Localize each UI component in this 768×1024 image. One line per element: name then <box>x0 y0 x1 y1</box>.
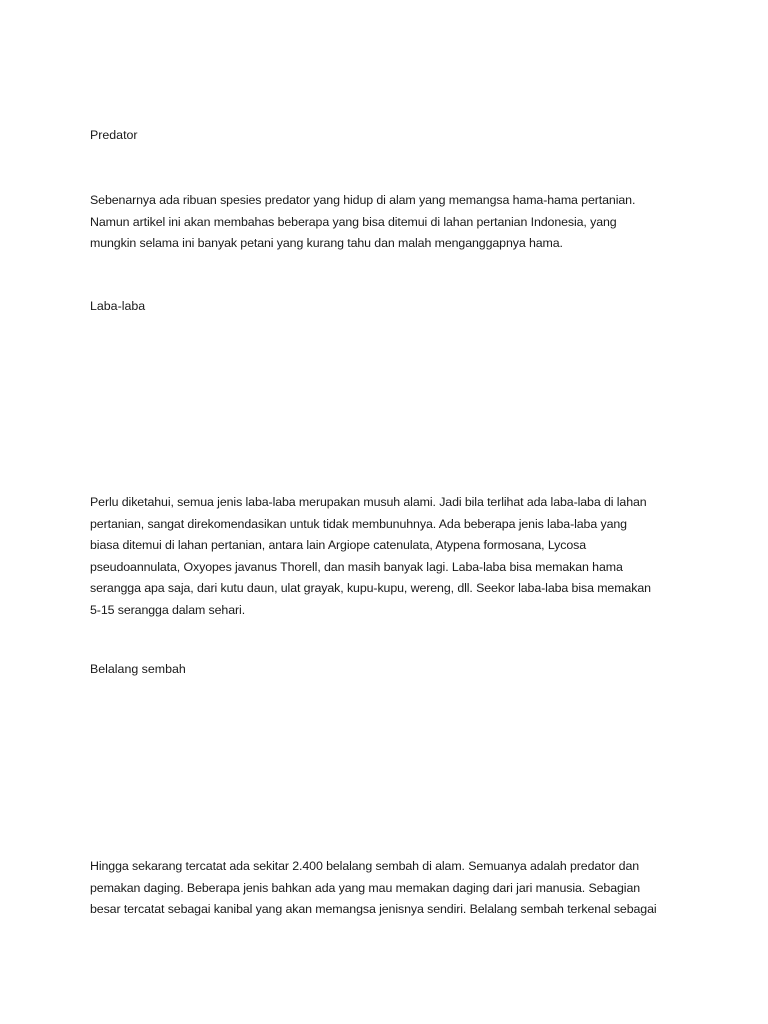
paragraph-line: pseudoannulata, Oxyopes javanus Thorell, dan masih banyak lagi. Laba-laba bisa memakan hama <box>90 559 623 574</box>
paragraph-line: Sebenarnya ada ribuan spesies predator yang hidup di alam yang memangsa hama-hama pertanian. <box>90 193 636 207</box>
paragraph-spider <box>90 492 680 621</box>
paragraph-line: pertanian, sangat direkomendasikan untuk tidak membunuhnya. Ada beberapa jenis laba-laba yang <box>90 516 627 531</box>
heading-spider: Laba-laba <box>90 299 146 313</box>
paragraph-line: besar tercatat sebagai kanibal yang akan memangsa jenisnya sendiri. Belalang sembah terkenal sebagai <box>90 902 657 916</box>
paragraph-line: serangga apa saja, dari kutu daun, ulat grayak, kupu-kupu, wereng, dll. Seekor laba-laba bisa memakan <box>90 581 651 595</box>
paragraph-line: pemakan daging. Beberapa jenis bahkan ada yang mau memakan daging dari jari manusia. Sebagian <box>90 880 641 895</box>
paragraph-intro <box>90 190 680 255</box>
paragraph-line: mungkin selama ini banyak petani yang kurang tahu dan malah menganggapnya hama. <box>90 236 563 250</box>
paragraph-line: Perlu diketahui, semua jenis laba-laba merupakan musuh alami. Jadi bila terlihat ada laba-laba di lahan <box>90 495 647 509</box>
paragraph-mantis <box>90 856 680 921</box>
paragraph-line: 5-15 serangga dalam sehari. <box>90 602 246 617</box>
heading-predator: Predator <box>90 128 138 142</box>
image-placeholder-spider <box>90 325 680 485</box>
paragraph-line: Hingga sekarang tercatat ada sekitar 2.400 belalang sembah di alam. Semuanya adalah predator dan <box>90 859 640 873</box>
paragraph-line: Namun artikel ini akan membahas beberapa yang bisa ditemui di lahan pertanian Indonesia, yang <box>90 214 617 229</box>
heading-mantis: Belalang sembah <box>90 662 186 676</box>
image-placeholder-mantis <box>90 690 680 850</box>
paragraph-line: biasa ditemui di lahan pertanian, antara lain Argiope catenulata, Atypena formosana, Lycosa <box>90 538 587 552</box>
